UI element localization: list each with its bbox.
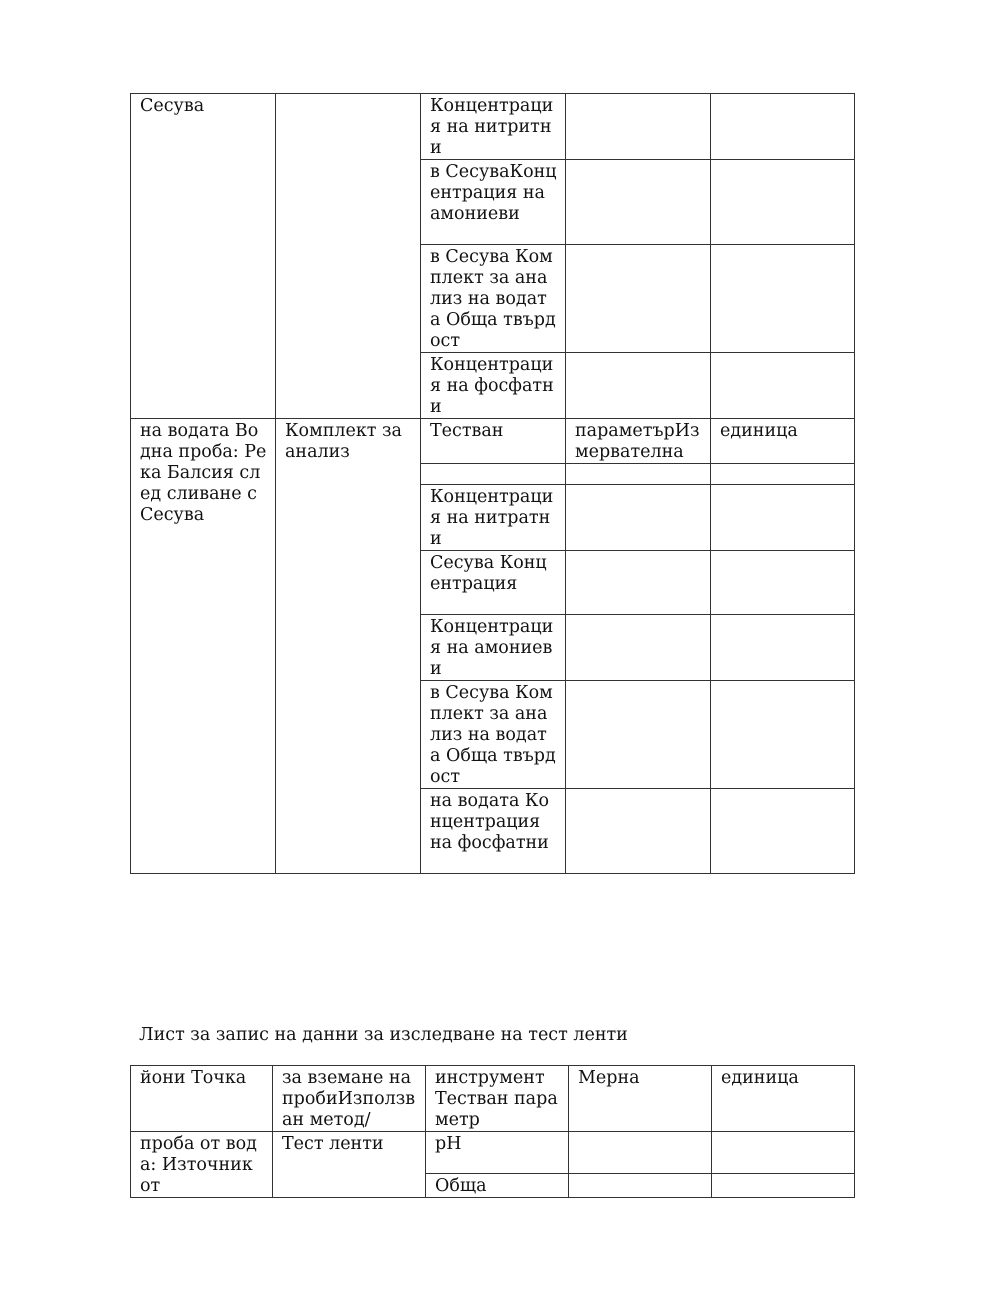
table-row — [131, 94, 855, 160]
parameter-cell: Сесува Концентрация — [421, 551, 566, 615]
parameter-cell: в СесуваКонцентрация на амониеви — [421, 160, 566, 245]
parameter-cell: Концентрация на фосфатни — [421, 353, 566, 419]
header-cell: Мерна — [569, 1066, 712, 1132]
value-cell — [569, 1132, 712, 1174]
header-cell: йони Точка — [131, 1066, 273, 1132]
parameter-cell: в Сесува Комплект за анализ на водата Обща твърдост — [421, 245, 566, 353]
value-cell — [566, 94, 711, 160]
header-cell: единица — [712, 1066, 855, 1132]
sample-point-cell: на водата Водна проба: Река Балсия след сливане с Сесува — [131, 419, 276, 874]
parameter-cell — [421, 464, 566, 485]
header-cell: за вземане на пробиИзползван метод/ — [273, 1066, 426, 1132]
unit-cell — [711, 464, 855, 485]
value-cell — [566, 353, 711, 419]
table-row — [131, 1132, 855, 1174]
unit-cell — [711, 485, 855, 551]
unit-cell — [711, 245, 855, 353]
parameter-cell: Тестван — [421, 419, 566, 464]
value-cell — [566, 615, 711, 681]
value-cell: параметърИзмервателна — [566, 419, 711, 464]
parameter-cell: на водата Концентрация на фосфатни — [421, 789, 566, 874]
sample-point-cell: Сесува — [131, 94, 276, 419]
value-cell — [566, 681, 711, 789]
unit-cell — [711, 551, 855, 615]
unit-cell: единица — [711, 419, 855, 464]
value-cell — [566, 789, 711, 874]
parameter-cell: pH — [426, 1132, 569, 1174]
sample-point-cell: проба от вода: Източник от — [131, 1132, 273, 1198]
unit-cell — [711, 789, 855, 874]
parameter-cell: Концентрация на нитратни — [421, 485, 566, 551]
unit-cell — [712, 1132, 855, 1174]
value-cell — [566, 464, 711, 485]
value-cell — [566, 245, 711, 353]
method-cell: Тест ленти — [273, 1132, 426, 1198]
header-cell: инструмент Тестван параметр — [426, 1066, 569, 1132]
test-strips-table — [130, 1065, 855, 1198]
table-row — [131, 419, 855, 464]
parameters-table-continued — [130, 93, 855, 874]
unit-cell — [711, 353, 855, 419]
unit-cell — [711, 94, 855, 160]
method-cell: Комплект за анализ — [276, 419, 421, 874]
value-cell — [569, 1174, 712, 1198]
parameter-cell: Обща — [426, 1174, 569, 1198]
method-cell — [276, 94, 421, 419]
table-header-row — [131, 1066, 855, 1132]
parameter-cell: в Сесува Комплект за анализ на водата Обща твърдост — [421, 681, 566, 789]
parameter-cell: Концентрация на нитритни — [421, 94, 566, 160]
unit-cell — [711, 160, 855, 245]
unit-cell — [712, 1174, 855, 1198]
section-caption: Лист за запис на данни за изследване на тест ленти — [139, 1025, 628, 1045]
value-cell — [566, 551, 711, 615]
value-cell — [566, 160, 711, 245]
parameter-cell: Концентрация на амониеви — [421, 615, 566, 681]
unit-cell — [711, 615, 855, 681]
value-cell — [566, 485, 711, 551]
unit-cell — [711, 681, 855, 789]
